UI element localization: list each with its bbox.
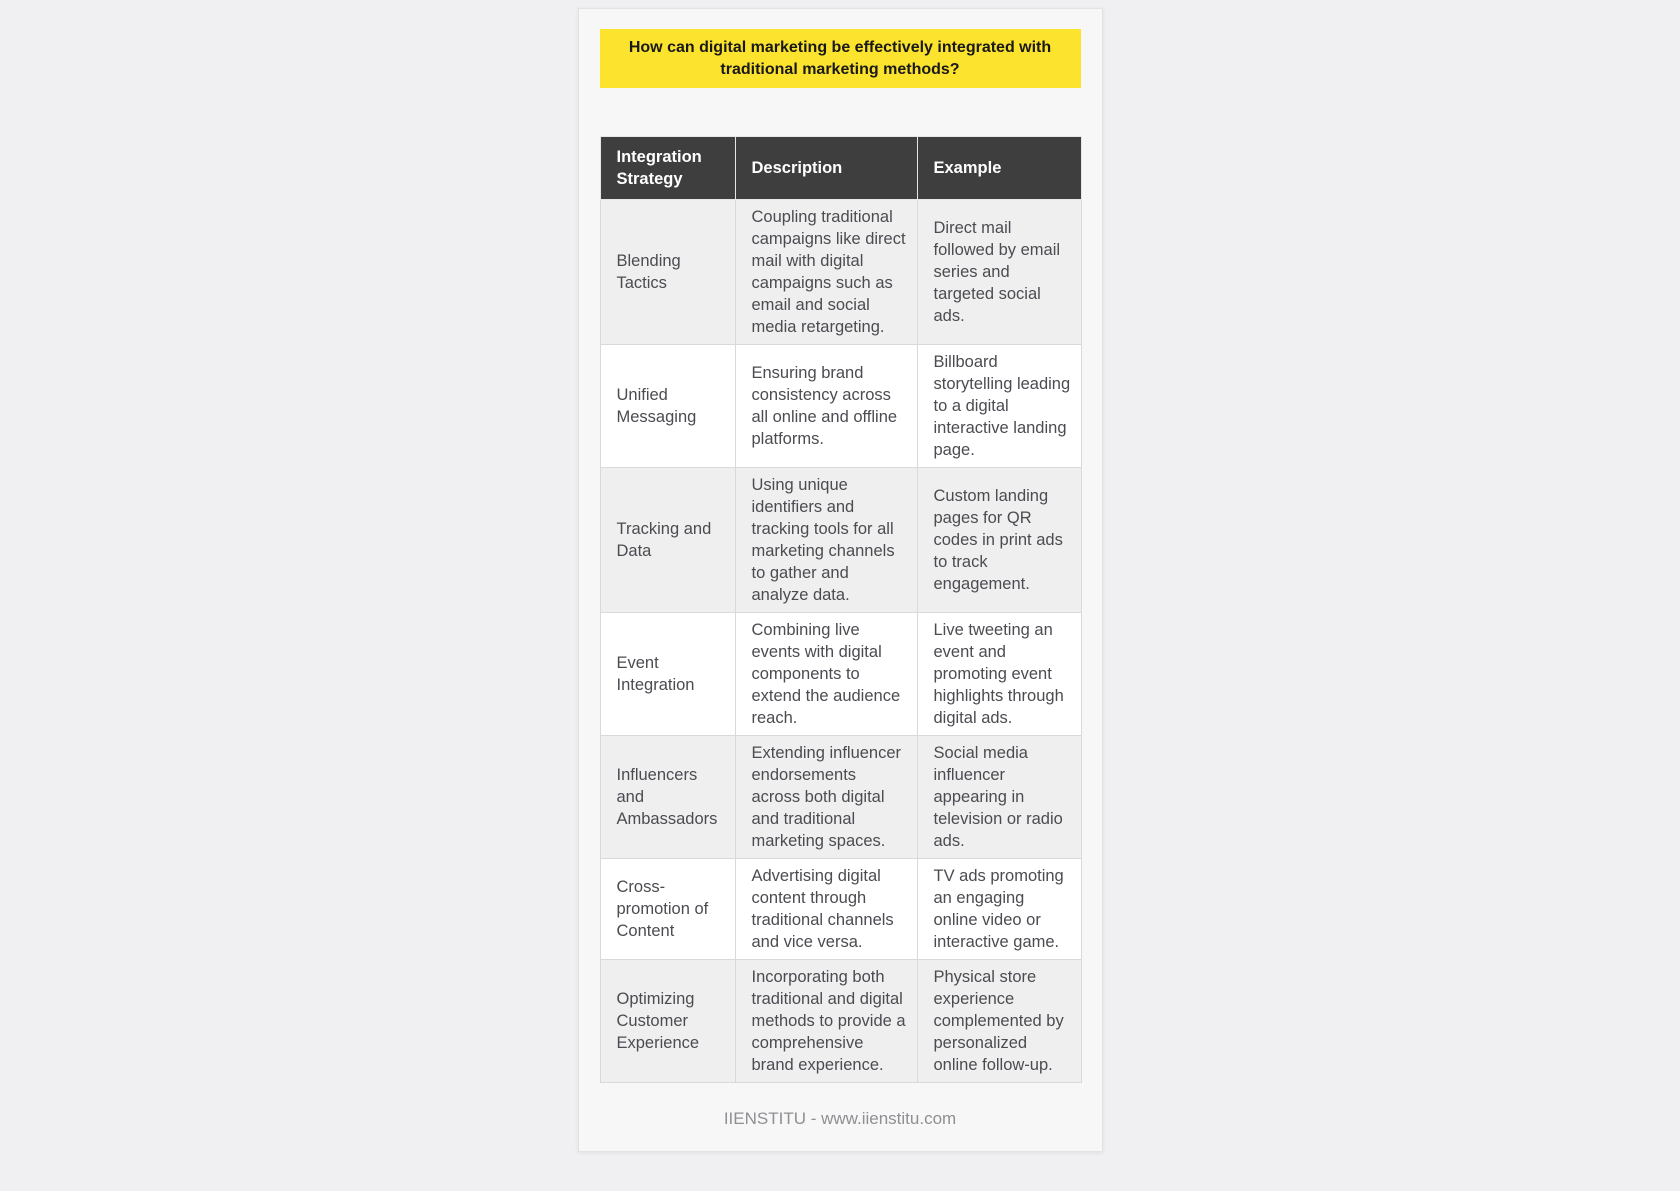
column-header-description: Description — [735, 137, 917, 200]
column-header-example: Example — [917, 137, 1081, 200]
cell-strategy: Unified Messaging — [600, 345, 735, 468]
cell-description: Incorporating both traditional and digital methods to provide a comprehensive brand experience. — [735, 960, 917, 1083]
cell-strategy: Cross-promotion of Content — [600, 859, 735, 960]
cell-example: TV ads promoting an engaging online video or interactive game. — [917, 859, 1081, 960]
cell-example: Social media influencer appearing in television or radio ads. — [917, 736, 1081, 859]
table-row — [600, 468, 1081, 613]
cell-example: Direct mail followed by email series and targeted social ads. — [917, 200, 1081, 345]
cell-description: Advertising digital content through traditional channels and vice versa. — [735, 859, 917, 960]
column-header-strategy: Integration Strategy — [600, 137, 735, 200]
cell-example: Custom landing pages for QR codes in print ads to track engagement. — [917, 468, 1081, 613]
cell-example: Billboard storytelling leading to a digital interactive landing page. — [917, 345, 1081, 468]
content-card — [578, 8, 1103, 1152]
cell-strategy: Tracking and Data — [600, 468, 735, 613]
table-row — [600, 859, 1081, 960]
table-row — [600, 613, 1081, 736]
cell-strategy: Optimizing Customer Experience — [600, 960, 735, 1083]
cell-example: Live tweeting an event and promoting event highlights through digital ads. — [917, 613, 1081, 736]
cell-description: Coupling traditional campaigns like direct mail with digital campaigns such as email and social media retargeting. — [735, 200, 917, 345]
table-row — [600, 736, 1081, 859]
table-row — [600, 960, 1081, 1083]
cell-strategy: Event Integration — [600, 613, 735, 736]
integration-table — [600, 136, 1082, 1083]
table-row — [600, 345, 1081, 468]
table-row — [600, 200, 1081, 345]
cell-strategy: Influencers and Ambassadors — [600, 736, 735, 859]
question-title: How can digital marketing be effectively integrated with traditional marketing methods? — [628, 39, 1052, 78]
table-header-row — [600, 137, 1081, 200]
cell-description: Using unique identifiers and tracking tools for all marketing channels to gather and analyze data. — [735, 468, 917, 613]
cell-example: Physical store experience complemented by personalized online follow-up. — [917, 960, 1081, 1083]
page-background — [0, 8, 1680, 1191]
question-highlight — [600, 29, 1081, 88]
cell-description: Extending influencer endorsements across both digital and traditional marketing spaces. — [735, 736, 917, 859]
cell-description: Combining live events with digital components to extend the audience reach. — [735, 613, 917, 736]
cell-description: Ensuring brand consistency across all online and offline platforms. — [735, 345, 917, 468]
cell-strategy: Blending Tactics — [600, 200, 735, 345]
footer-attribution: IIENSTITU - www.iienstitu.com — [723, 1109, 957, 1128]
